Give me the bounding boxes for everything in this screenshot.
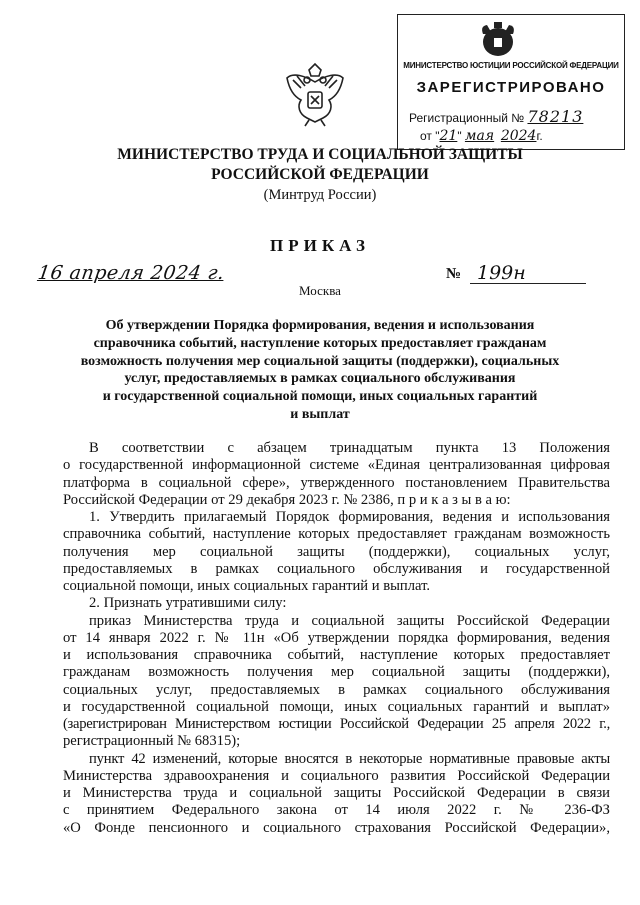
stamp-date-year: 2024 <box>500 128 537 144</box>
body-line: платформа в социальной сфере», утвержденного постановлением Правительства <box>63 474 610 491</box>
order-body <box>63 440 610 837</box>
body-line: 2. Признать утратившими силу: <box>89 595 287 612</box>
body-line: о государственной информационной системе «Единая централизованная цифровая <box>63 457 610 474</box>
body-line: Министерства здравоохранения и социального развития Российской Федерации <box>63 767 610 784</box>
stamp-date <box>420 128 543 144</box>
body-line: и использования справочника событий, наступление которых предоставляет <box>63 647 610 663</box>
body-line: с принятием Федерального закона от 14 июля 2022 г. № 236-ФЗ <box>63 802 610 819</box>
order-title: ПРИКАЗ <box>270 236 370 255</box>
city: Москва <box>299 283 341 298</box>
stamp-reg-number: 78213 <box>527 107 584 126</box>
subject-line: и государственной социальной помощи, иных социальных гарантий <box>102 389 538 405</box>
coat-of-arms-icon <box>283 62 347 128</box>
body-line: Российской Федерации от 29 декабря 2023 г. № 2386, п р и к а з ы в а ю: <box>63 491 511 508</box>
stamp-date-day: 21 <box>439 128 458 144</box>
ministry-name-line2: РОССИЙСКОЙ ФЕДЕРАЦИИ <box>211 166 429 183</box>
stamp-registered: ЗАРЕГИСТРИРОВАНО <box>416 79 606 96</box>
stamp-date-suffix: г. <box>536 129 543 143</box>
body-line: регистрационный № 68315); <box>63 733 241 750</box>
order-subject <box>60 317 580 424</box>
stamp-ministry: МИНИСТЕРСТВО ЮСТИЦИИ РОССИЙСКОЙ ФЕДЕРАЦИИ <box>403 61 619 70</box>
order-number-handwritten: 199н <box>477 262 526 284</box>
order-date-handwritten: 16 апреля 2024 г. <box>36 262 226 284</box>
stamp-date-mid: " <box>457 129 465 143</box>
stamp-date-month: мая <box>464 128 495 144</box>
subject-line: и выплат <box>290 406 350 422</box>
ministry-name-line1: МИНИСТЕРСТВО ТРУДА И СОЦИАЛЬНОЙ ЗАЩИТЫ <box>117 146 523 163</box>
stamp-eagle-emblem-icon <box>478 20 518 60</box>
stamp-date-prefix: от " <box>420 129 440 143</box>
body-line: В соответствии с абзацем тринадцатым пункта 13 Положения <box>89 440 610 456</box>
subject-line: услуг, предоставляемых в рамках социального обслуживания <box>124 371 516 387</box>
subject-line: возможность получения мер социальной защиты (поддержки), социальных <box>80 353 560 369</box>
body-line: «О Фонде пенсионного и социального страхования Российской Федерации», <box>63 819 610 836</box>
body-line: пункт 42 изменений, которые вносятся в некоторые нормативные правовые акты <box>89 750 610 767</box>
stamp-registration-number <box>409 107 583 126</box>
body-line: социальной помощи, иных социальных гарантий и выплат. <box>63 578 431 594</box>
subject-line: справочника событий, наступление которых предоставляет гражданам <box>93 335 547 351</box>
body-line: и Министерства труда и социальной защиты Российской Федерации в связи <box>63 785 610 801</box>
body-line: справочника событий, наступление которых предоставляет гражданам возможность <box>63 526 610 543</box>
body-line: (зарегистрирован Министерством юстиции Российской Федерации 25 апреля 2022 г., <box>63 716 610 732</box>
subject-line: Об утверждении Порядка формирования, ведения и использования <box>105 318 535 333</box>
body-line: получения мер социальной защиты (поддержки), социальных услуг, <box>63 543 610 560</box>
body-line: и государственной социальной помощи, иных социальных гарантий и выплат» <box>63 698 610 715</box>
body-line: социальных услуг, предоставляемых в рамках социального обслуживания <box>63 681 610 698</box>
body-line: предоставляемых в рамках социального обслуживания и государственной <box>63 560 610 577</box>
body-line: от 14 января 2022 г. № 11н «Об утверждении порядка формирования, ведения <box>63 629 610 646</box>
stamp-reg-label: Регистрационный № <box>409 111 525 125</box>
body-line: приказ Министерства труда и социальной защиты Российской Федерации <box>89 612 610 629</box>
body-line: 1. Утвердить прилагаемый Порядок формирования, ведения и использования <box>89 509 610 525</box>
order-number-sign: № <box>446 266 462 282</box>
body-line: гражданам возможность получения мер социальной защиты (поддержки), <box>63 664 610 681</box>
ministry-short-name: (Минтруд России) <box>263 187 377 203</box>
